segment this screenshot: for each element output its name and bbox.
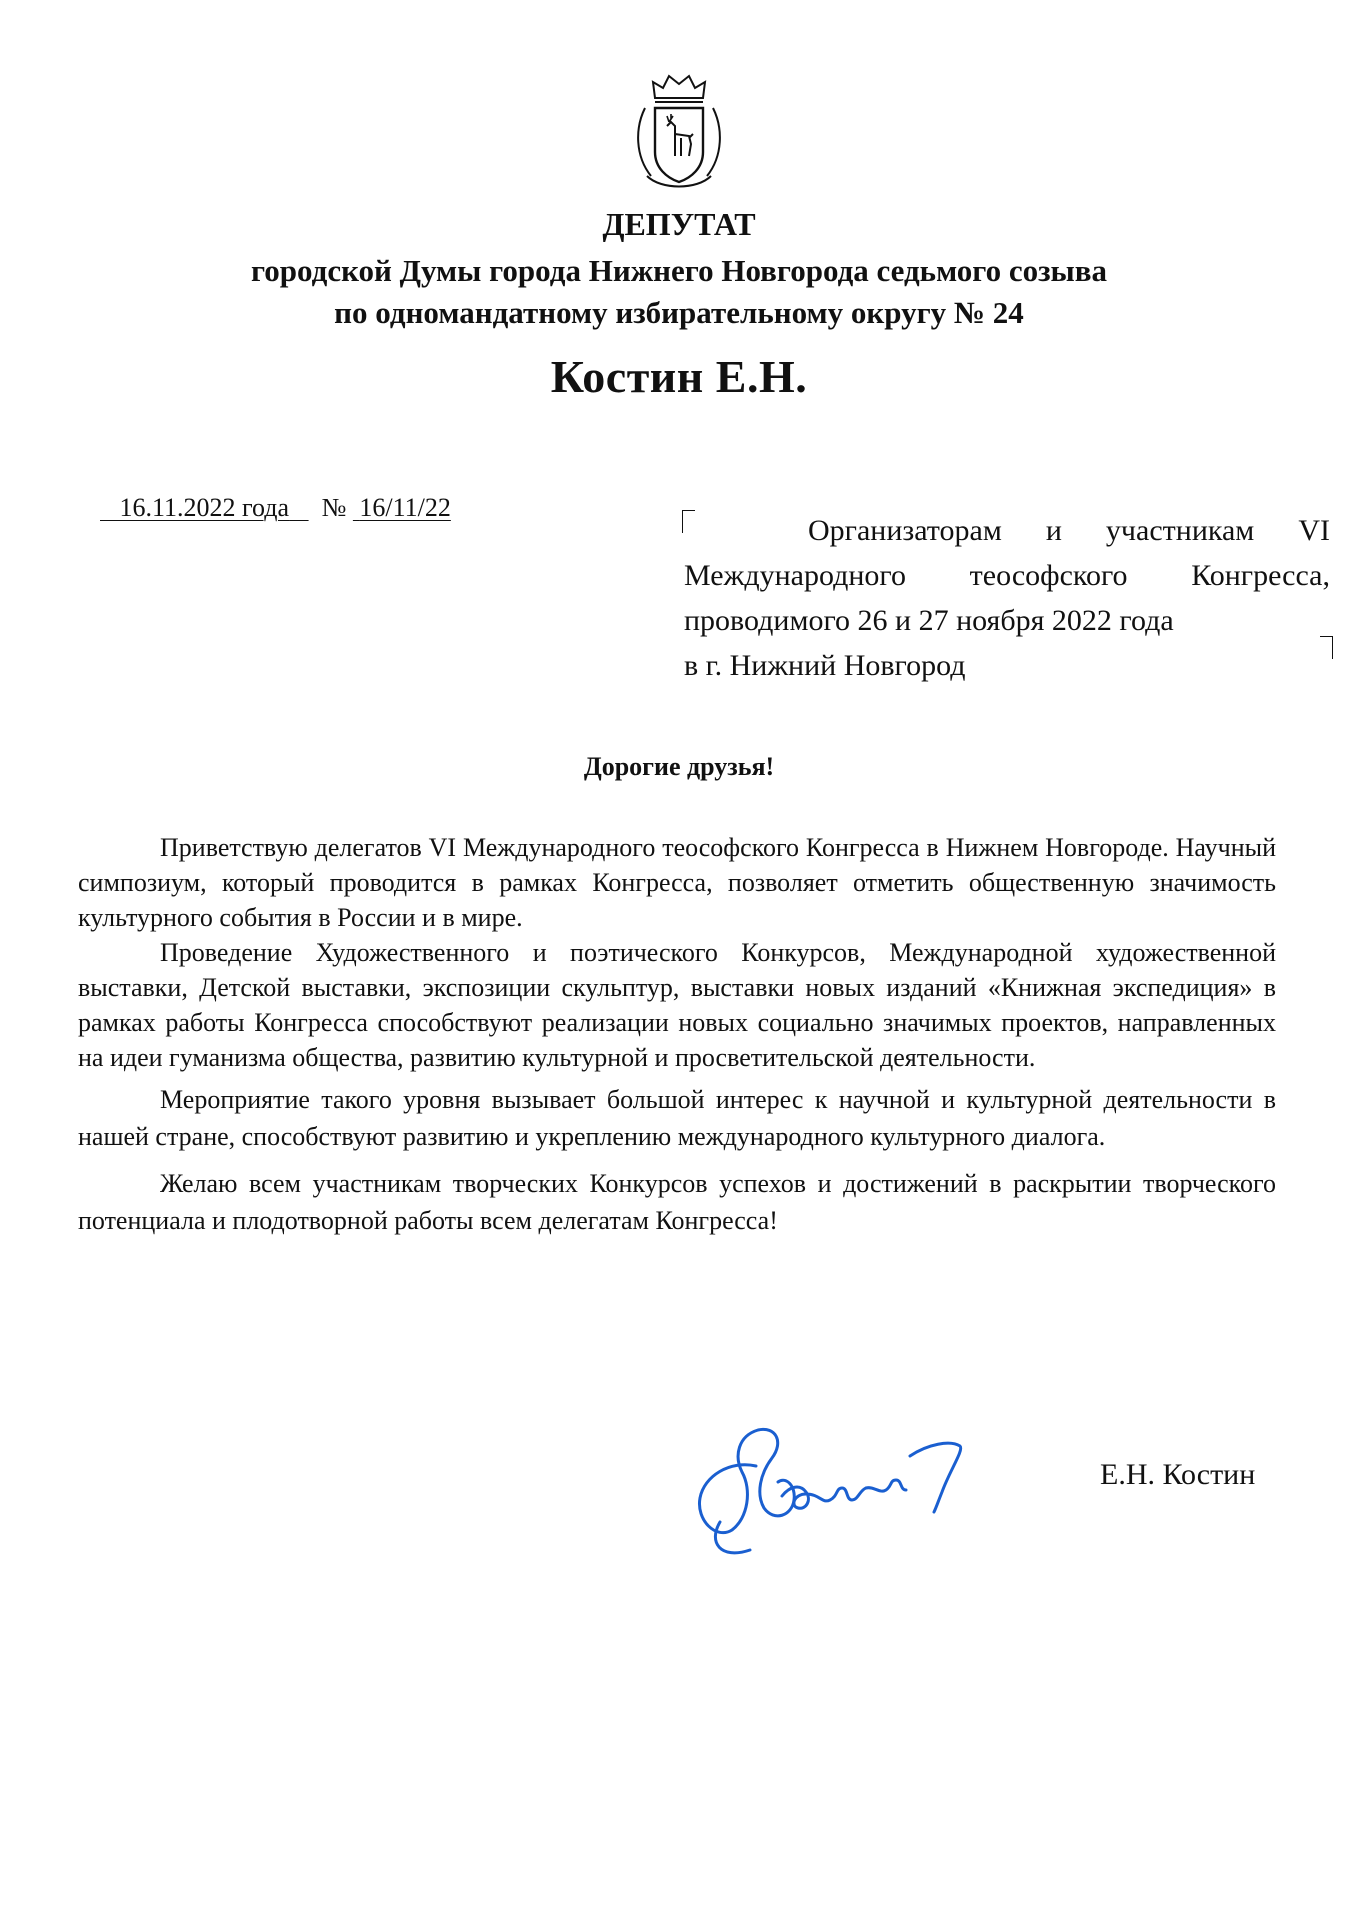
addressee-bracket-bottom-right	[1320, 636, 1333, 659]
registration-line	[100, 493, 451, 523]
deputy-name: Костин Е.Н.	[550, 351, 808, 402]
letter-body	[78, 830, 1276, 1239]
registration-number-label: №	[321, 493, 347, 522]
addressee-line: Организаторам и участникам VI	[808, 514, 1330, 547]
paragraph: Проведение Художественного и поэтического Конкурсов, Международной художественной выставки, Детской выставки, экспозиции скульптур, выставки новых изданий «Книжная экспедиция» в рамках работы Конгресса способствуют реализации новых социально значимых проектов, направленных на идеи гуманизма общества, развитию культурной и просветительской деятельности.	[78, 938, 1276, 1072]
addressee-line: в г. Нижний Новгород	[684, 649, 966, 682]
registration-date: 16.11.2022 года	[119, 493, 290, 522]
header-subtitle-line-1: городской Думы города Нижнего Новгорода седьмого созыва	[250, 253, 1107, 288]
signer-name: Е.Н. Костин	[1100, 1458, 1256, 1491]
addressee-line: Международного теософского Конгресса,	[684, 559, 1330, 592]
addressee-line: проводимого 26 и 27 ноября 2022 года	[684, 604, 1174, 637]
paragraph: Мероприятие такого уровня вызывает большой интерес к научной и культурной деятельности в нашей стране, способствуют развитию и укреплению международного культурного диалога.	[78, 1085, 1276, 1151]
registration-number: 16/11/22	[359, 493, 451, 522]
paragraph: Приветствую делегатов VI Международного теософского Конгресса в Нижнем Новгороде. Научный симпозиум, который проводится в рамках Конгресса, позволяет отметить общественную значимость культурного события в России и в мире.	[78, 833, 1276, 932]
header-subtitle-line-2: по одномандатному избирательному округу № 24	[334, 295, 1024, 330]
document-title: ДЕПУТАТ	[602, 206, 756, 242]
addressee-block	[684, 508, 1330, 688]
greeting: Дорогие друзья!	[583, 752, 775, 781]
handwritten-signature	[660, 1390, 990, 1560]
paragraph: Желаю всем участникам творческих Конкурсов успехов и достижений в раскрытии творческого потенциала и плодотворной работы всем делегатам Конгресса!	[78, 1169, 1276, 1235]
coat-of-arms-icon	[631, 72, 727, 196]
